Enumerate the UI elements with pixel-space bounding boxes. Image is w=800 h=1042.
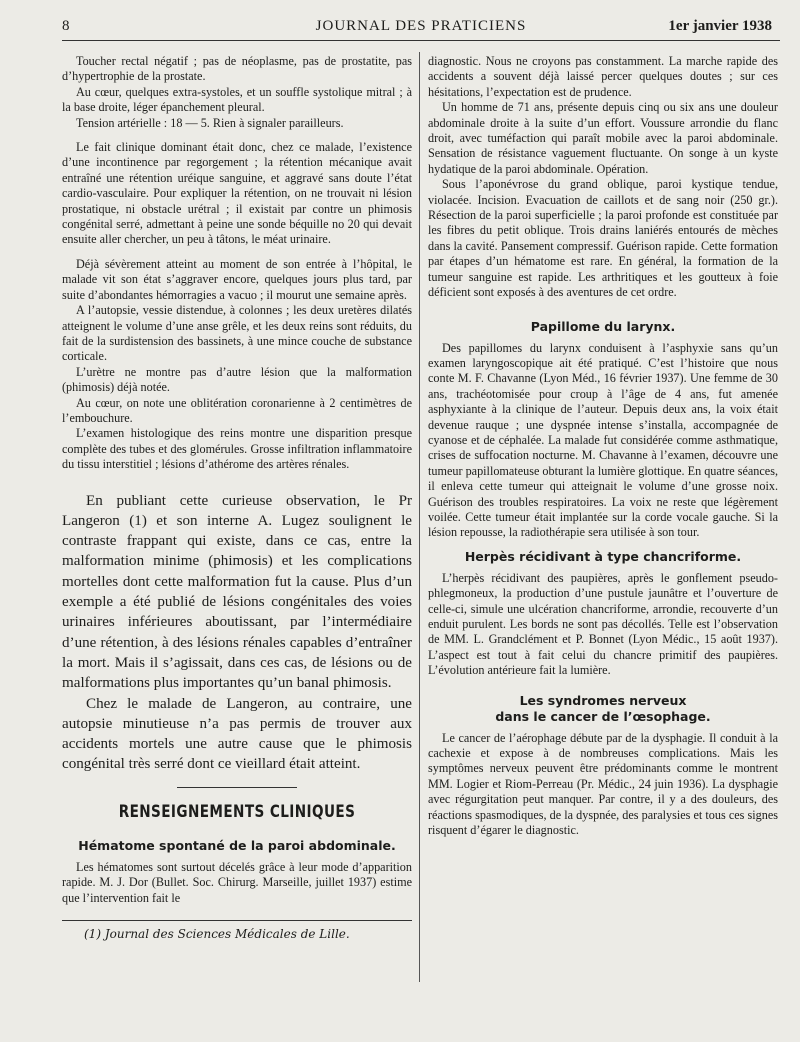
footnote-rule [62,920,412,921]
paragraph: En publiant cette curieuse observation, le Pr Langeron (1) et son interne A. Lugez soulignent le contraste frappant qui existe, dans ce cas, entre la malformation minime (phimosis) et les complications mortelles dont cette malformation fut la cause. Plus d’un exemple a été publié de lésions congénitales des voies urinaires inférieures aboutissant, par l’intermédiaire d’une rétention, à des lésions rénales capables d’entraîner la mort. Mais il s’agissait, dans ces cas, de lésions ou de malformations plus importantes qu’un banal phimosis. [62,492,412,692]
paragraph: Au cœur, quelques extra-systoles, et un souffle systolique mitral ; à la base droite, léger épanchement pleural. [62,84,412,115]
section-rule [177,787,297,788]
article-heading: Herpès récidivant à type chancriforme. [464,548,742,564]
page-header [62,18,780,41]
paragraph: Un homme de 71 ans, présente depuis cinq ou six ans une douleur abdominale droite à la suite d’un effort. Voussure arrondie du flanc droit, avec tuméfaction qui paraît mobile avec la paroi abdominale. Sensation de résistance vaguement fluctuante. On songe à un kyste hydatique de la paroi abdominale. Opération. [428,100,778,176]
paragraph: Des papillomes du larynx conduisent à l’asphyxie sans qu’un examen laryngoscopique ait été pratiqué. C’est l’histoire que nous conte M. F. Chavanne (Lyon Méd., 16 février 1937). Une femme de 30 ans, trachéotomisée pour croup à l’âge de 4 ans, fut amenée asphyxiante à la clinique de l’auteur. Depuis deux ans, la voix était devenue rauque ; une dyspnée intense s’installa, accompagnée de cyanose et de céphalée. La malade fut considérée comme asthmatique, crises de suffocation nocturne. M. Chavanne à l’examen, découvre une tumeur papillomateuse obturant la lumière glottique. En quatre séances, il enleva cette tumeur qui atteignait le volume d’une grosse noix. Guérison des troubles respiratoires. La voix ne reste que légèrement voilée. Cette tumeur était implantée sur la corde vocale gauche. Si la lésion repousse, la radiothérapie sera utilisée à son tour. [428,340,778,540]
heading-line: Les syndromes nerveux [519,692,687,708]
paragraph: A l’autopsie, vessie distendue, à colonnes ; les deux uretères dilatés atteignent le volume d’une anse grêle, et les deux reins sont réduits, du fait de la surdistension des bassinets, à une mince couche de substance corticale. [62,303,412,364]
article-heading: Papillome du larynx. [530,318,676,334]
paragraph: L’herpès récidivant des paupières, après le gonflement pseudo-phlegmoneux, la production d’une pustule jaunâtre et l’ouverture de celle-ci, simule une ulcération chancriforme, arrondie, recouverte d’un enduit purulent. Les bords ne sont pas décollés. Telle est l’observation de MM. L. Grandclément et P. Bonnet (Lyon Médic., 15 août 1937). L’aspect est tout à fait celui du chancre primitif des paupières. L’évolution antérieure fait la lumière. [428,570,778,678]
paragraph: Le fait clinique dominant était donc, chez ce malade, l’existence d’une incontinence par regorgement ; la rétention mécanique avait entraîné une rétention uréique sanguine, et aggravé sans doute l’état cardio-vasculaire. Pour expliquer la rétention, on ne trouvait ni lésion prostatique, ni obstacle urétral ; il existait par contre un phimosis congénital serré, admettant à peine une sonde béquille no 20 qui devait ensuite aller chercher, un peu à tâtons, le méat urinaire. [62,140,412,247]
commentary [62,491,412,775]
right-column [428,54,778,838]
section-title: RENSEIGNEMENTS CLINIQUES [118,801,356,822]
paragraph: L’examen histologique des reins montre une disparition presque complète des tubes et des glomérules. Grosse infiltration inflammatoire du tissu interstitiel ; lésions d’athérome des artères rénales. [62,426,412,472]
paragraph: Tension artérielle : 18 — 5. Rien à signaler parailleurs. [76,115,344,130]
issue-date: 1er janvier 1938 [668,18,772,34]
page-number: 8 [62,18,70,34]
paragraph: Le cancer de l’aérophage débute par de la dysphagie. Il conduit à la cachexie et expose à de nombreuses complications. Mais les symptômes nerveux peuvent être prédominants comme le montrent MM. Logier et Riom-Perreau (Pr. Médic., 24 juin 1936). La dysphagie avec régurgitation peut manquer. Par contre, il y a des douleurs, des réactions spasmodiques, de la dyspnée, des paralysies et tous ces signes risquent d’égarer le diagnostic. [428,730,778,838]
column-divider [419,52,420,982]
paragraph: L’urètre ne montre pas d’autre lésion que la malformation (phimosis) déjà notée. [62,364,412,395]
paragraph: Sous l’aponévrose du grand oblique, paroi kystique tendue, violacée. Incision. Evacuation de caillots et de sang noir (250 gr.). Résection de la paroi superficielle ; la paroi profonde est constituée par les fibres du petit oblique. Trois drains laniérés entourés de mèches dans la cavité. Pansement compressif. Guérison rapide. Cette formation par étapes d’un hématome est rare. En général, la formation de la tumeur sanguine est rapide. Les arthritiques et les goutteux à foie déficient sont exposés à des aventures de cet ordre. [428,177,778,300]
paragraph: Chez le malade de Langeron, au contraire, une autopsie minutieuse n’a pas permis de trouver aux accidents mortels une autre cause que le phimosis congénital très serré dont ce vieillard était atteint. [62,695,412,773]
paragraph: Les hématomes sont surtout décelés grâce à leur mode d’apparition rapide. M. J. Dor (Bullet. Soc. Chirurg. Marseille, juillet 1937) estime que l’intervention fait le [62,859,412,905]
left-column [62,54,412,941]
paragraph: Déjà sévèrement atteint au moment de son entrée à l’hôpital, le malade vit son état s’aggraver encore, quelques jours plus tard, par suite d’abondantes hémorragies a vacuo ; il mourut une semaine après. [62,256,412,302]
paragraph: Au cœur, on note une oblitération coronarienne à 2 centimètres de l’embouchure. [62,395,412,425]
heading-line: dans le cancer de l’œsophage. [495,708,711,724]
journal-title: JOURNAL DES PRATICIENS [315,18,527,34]
paragraph: diagnostic. Nous ne croyons pas constamment. La marche rapide des accidents a souvent déjà laissé percer quelques doutes ; sur ces hésitations, l’expectation est de prudence. [428,54,778,99]
footnote: (1) Journal des Sciences Médicales de Lille. [84,926,350,941]
article-heading: Hématome spontané de la paroi abdominale. [78,837,396,853]
paragraph: Toucher rectal négatif ; pas de néoplasme, pas de prostatite, pas d’hypertrophie de la prostate. [62,54,412,84]
article-heading [428,693,778,725]
